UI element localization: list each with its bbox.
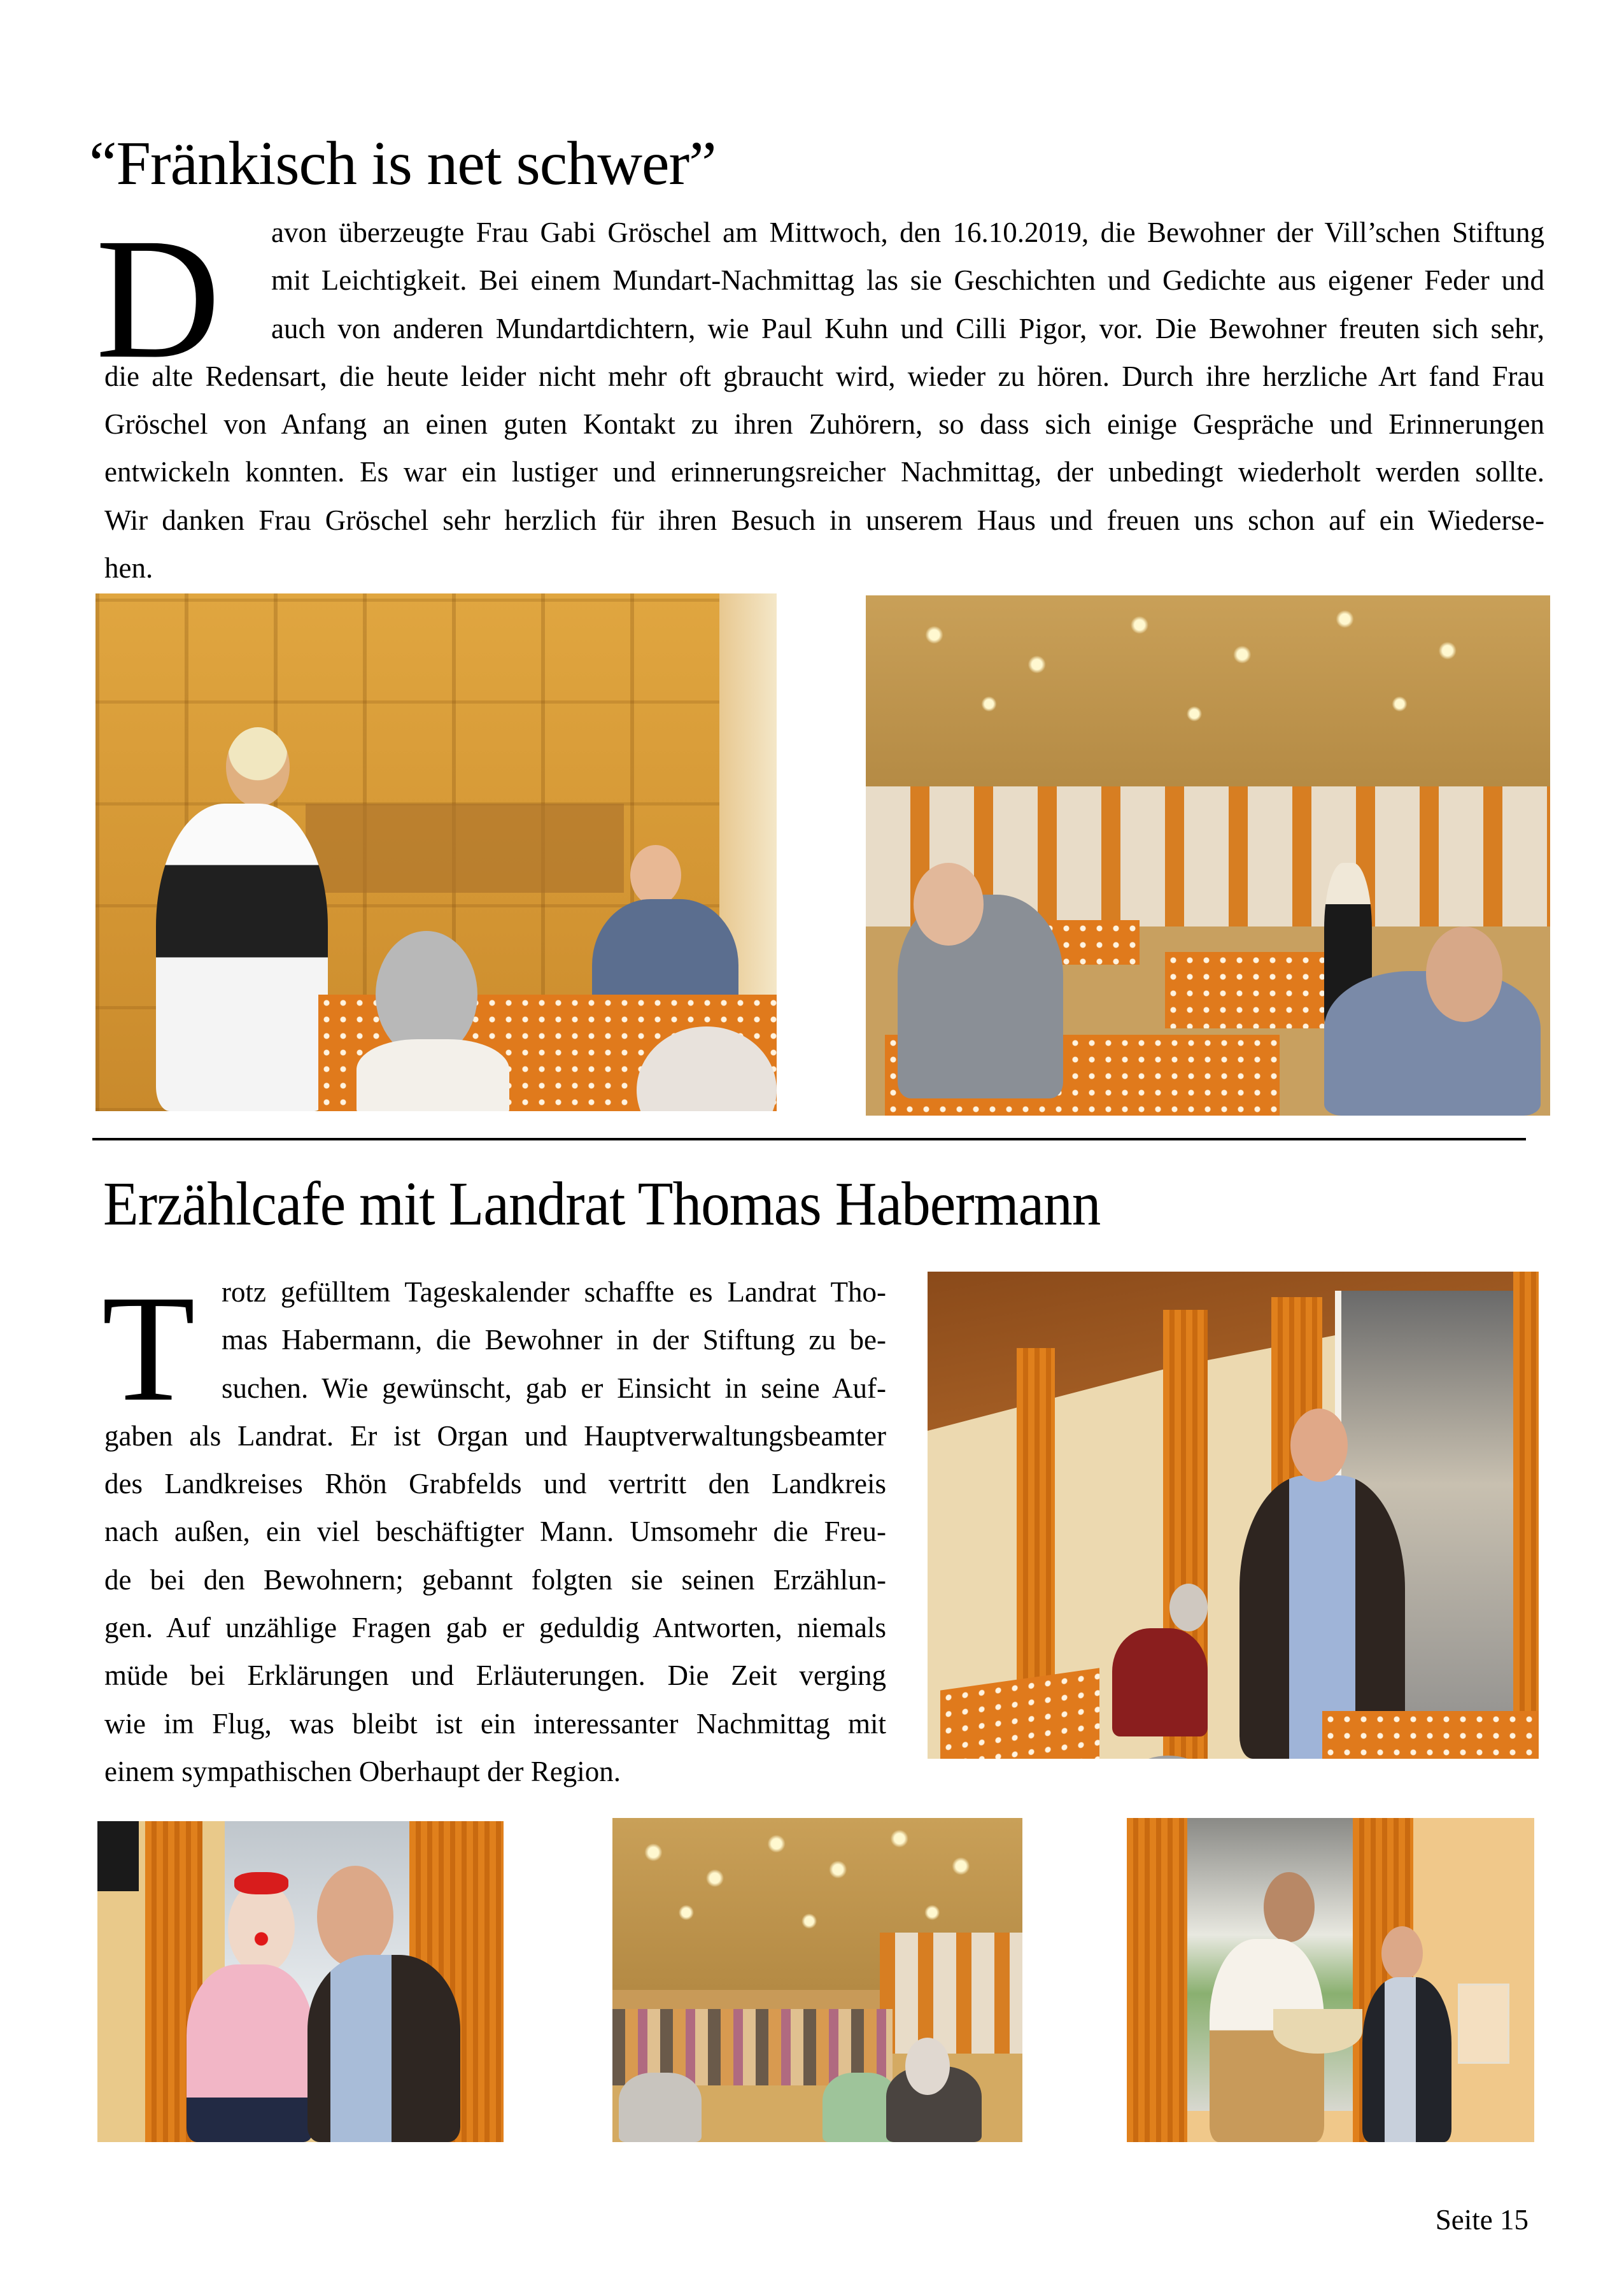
article-body-fraenkisch xyxy=(104,209,1544,592)
photo-grey-head xyxy=(905,2038,950,2095)
photo-hall-overview xyxy=(612,1818,1022,2142)
photo-dining-hall xyxy=(866,595,1550,1116)
photo-reader-in-tracht xyxy=(95,593,777,1111)
photo-reader-body xyxy=(156,804,328,1111)
photo-landrat-body xyxy=(1362,1977,1451,2142)
text-line: des Landkreises Rhön Grabfelds und vertritt den Landkreis xyxy=(104,1468,886,1500)
photo-person-front-left xyxy=(619,2073,702,2142)
photo-wheelchair xyxy=(1106,1756,1231,1759)
text-line: gen. Auf unzählige Fragen gab er geduldig Antworten, niemals xyxy=(104,1612,886,1644)
photo-reader-head xyxy=(226,727,290,807)
photo-ceiling-lights xyxy=(866,595,1550,793)
photo-woman-wheelchair xyxy=(1112,1628,1208,1736)
photo-landrat-speaking xyxy=(928,1272,1539,1759)
text-line: die alte Redensart, die heute leider nicht mehr oft gbraucht wird, wieder zu hören. Durch ihre herzliche Art fand Frau xyxy=(104,360,1544,392)
photo-clown-bow xyxy=(234,1872,288,1894)
article-title-erzaehlcafe: Erzählcafe mit Landrat Thomas Habermann xyxy=(103,1170,1101,1239)
text-line: Wir danken Frau Gröschel sehr herzlich für ihren Besuch in unserem Haus und freuen uns schon auf ein Wiederse- xyxy=(104,504,1544,536)
text-line: mas Habermann, die Bewohner in der Stiftung zu be- xyxy=(222,1324,886,1356)
text-line: mit Leichtigkeit. Bei einem Mundart-Nachmittag las sie Geschichten und Gedichte aus eigener Feder und xyxy=(271,264,1544,297)
photo-table-right xyxy=(1165,952,1324,1028)
photo-landrat-head xyxy=(1290,1409,1348,1482)
photo-wall-frame xyxy=(1458,1984,1509,2064)
text-line: wie im Flug, was bleibt ist ein interessanter Nachmittag mit xyxy=(104,1707,886,1740)
photo-man-left-head xyxy=(914,863,984,946)
text-line: hen. xyxy=(104,552,153,585)
photo-table-right xyxy=(1322,1711,1539,1759)
photo-man-head xyxy=(630,845,681,905)
photo-basket xyxy=(1273,2009,1362,2054)
photo-clown-body xyxy=(187,1964,314,2142)
drop-cap-d: D xyxy=(95,202,221,394)
text-line: rotz gefülltem Tageskalender schaffte es Landrat Tho- xyxy=(222,1276,886,1308)
text-line: suchen. Wie gewünscht, gab er Einsicht in seine Auf- xyxy=(222,1372,886,1404)
text-line: müde bei Erklärungen und Erläuterungen. Die Zeit verging xyxy=(104,1659,886,1692)
photo-curtain-far xyxy=(1513,1272,1539,1759)
photo-woman-head xyxy=(1169,1584,1208,1631)
photo-gift-basket xyxy=(1127,1818,1534,2142)
section-divider xyxy=(92,1138,1526,1140)
article-title-fraenkisch: “Fränkisch is net schwer” xyxy=(89,129,716,198)
text-line: einem sympathischen Oberhaupt der Region. xyxy=(104,1755,621,1787)
drop-cap-t: T xyxy=(102,1263,195,1433)
text-line: Gröschel von Anfang an einen guten Kontakt zu ihren Zuhörern, so dass sich einige Gespräche und Erinnerungen xyxy=(104,408,1544,441)
text-line: de bei den Bewohnern; gebannt folgten sie seinen Erzählun- xyxy=(104,1563,886,1596)
photo-man-right-head xyxy=(1426,927,1502,1022)
page-number: Seite 15 xyxy=(1435,2204,1529,2236)
text-line: gaben als Landrat. Er ist Organ und Hauptverwaltungsbeamter xyxy=(104,1419,886,1452)
photo-white-top xyxy=(357,1039,509,1111)
photo-curtain-left xyxy=(1127,1818,1187,2142)
photo-clown-and-landrat xyxy=(97,1821,504,2142)
photo-landrat-body xyxy=(307,1955,460,2142)
photo-clown-head xyxy=(228,1882,295,1974)
photo-tv xyxy=(97,1821,139,1891)
photo-landrat-head xyxy=(1381,1926,1423,1980)
article-body-erzaehlcafe xyxy=(102,1263,886,1796)
photo-mantel xyxy=(306,804,624,893)
text-line: auch von anderen Mundartdichtern, wie Paul Kuhn und Cilli Pigor, vor. Die Bewohner freuten sich sehr, xyxy=(271,312,1544,344)
text-line: entwickeln konnten. Es war ein lustiger und erinnerungsreicher Nachmittag, der unbedingt wiederholt werden sollte. xyxy=(104,456,1544,488)
photo-table-left xyxy=(940,1668,1099,1759)
photo-man-left-head xyxy=(1264,1872,1315,1942)
text-line: nach außen, ein viel beschäftigter Mann. Umsomehr die Freu- xyxy=(104,1516,886,1548)
text-line: avon überzeugte Frau Gabi Gröschel am Mittwoch, den 16.10.2019, die Bewohner der Vill’schen Stiftung xyxy=(271,217,1544,248)
photo-landrat-head xyxy=(317,1866,393,1968)
